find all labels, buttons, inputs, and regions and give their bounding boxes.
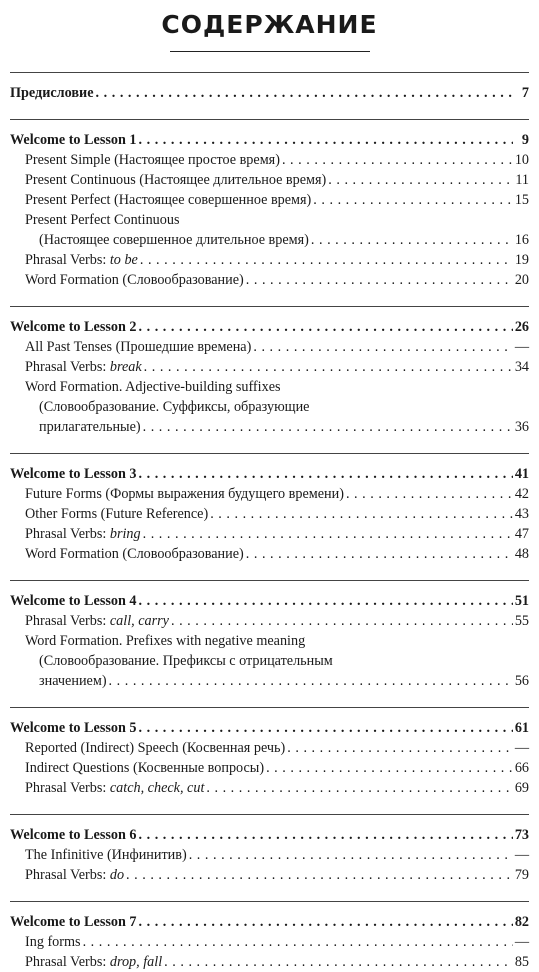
entry-label: значением) [39,673,107,689]
entry-label-italic: to be [109,252,138,268]
leader-dots [139,591,513,611]
entry-label-en: Word Formation [25,272,119,288]
leader-dots [139,718,513,738]
toc-entry-adjective-suffixes[interactable] [10,417,529,437]
entry-label-ru: (Косвенные вопросы) [129,760,265,776]
entry-page: 7 [521,85,529,101]
leader-dots [328,170,513,190]
leader-dots [313,190,513,210]
leader-dots [96,83,513,103]
entry-label-ru: (Настоящее длительное время) [135,172,327,188]
entry-label-en: Phrasal Verbs: [25,526,110,542]
table-of-contents [10,72,529,972]
entry-label-en: The Infinitive [25,847,104,863]
entry-page: 41 [514,466,529,482]
leader-dots [143,524,513,544]
entry-label-en: Other Forms (Future Reference) [25,506,209,522]
entry-page: 66 [514,760,529,776]
entry-page: 36 [514,419,529,435]
leader-dots [143,417,513,437]
entry-page: 20 [514,272,529,288]
toc-entry-reported-speech[interactable] [10,738,529,758]
entry-label-italic: break [109,359,142,375]
entry-label-ru: (Настоящее простое время) [110,152,280,168]
toc-entry-phrasal-verbs-catch[interactable] [10,778,529,798]
toc-entry-present-perfect-continuous-line1[interactable]: Present Perfect Continuous [25,212,180,228]
toc-entry-phrasal-verbs-break[interactable] [10,357,529,377]
toc-entry-negative-prefixes[interactable] [10,671,529,691]
entry-label: Welcome to Lesson 3 [10,466,137,482]
entry-page: 42 [514,486,529,502]
entry-label-en: Present Continuous [25,172,136,188]
entry-label-en: Phrasal Verbs: [25,359,110,375]
leader-dots [164,952,513,972]
toc-entry-lesson-2[interactable] [10,317,529,337]
toc-entry-adjective-suffixes-line1[interactable]: Word Formation. Adjective-building suffixes [25,379,281,395]
entry-label: Welcome to Lesson 1 [10,132,137,148]
entry-page: — [514,847,529,863]
leader-dots [139,317,513,337]
leader-dots [282,150,513,170]
entry-label-ru: (Словообразование) [118,272,244,288]
toc-entry-future-forms[interactable] [10,484,529,504]
entry-label-en: All Past Tenses [25,339,113,355]
toc-entry-word-formation-3[interactable] [10,544,529,564]
entry-label-italic: drop, fall [109,954,163,970]
entry-label-ru: (Косвенная речь) [178,740,286,756]
toc-entry-word-formation[interactable] [10,270,529,290]
toc-entry-present-perfect-continuous[interactable] [10,230,529,250]
entry-label-ru: (Прошедшие времена) [112,339,252,355]
leader-dots [139,464,513,484]
entry-page: — [514,740,529,756]
toc-entry-lesson-5[interactable] [10,718,529,738]
page-title: СОДЕРЖАНИЕ [161,10,378,39]
entry-label-en: Phrasal Verbs: [25,252,110,268]
entry-page: 55 [514,613,529,629]
entry-label: прилагательные) [39,419,141,435]
entry-page: 48 [514,546,529,562]
leader-dots [266,758,513,778]
leader-dots [144,357,513,377]
entry-page: 43 [514,506,529,522]
entry-label-en: Future Forms [25,486,102,502]
leader-dots [126,865,513,885]
entry-label-en: Ing forms [25,934,81,950]
entry-label-en: Phrasal Verbs: [25,954,110,970]
entry-label-ru: (Формы выражения будущего времени) [101,486,344,502]
toc-entry-phrasal-verbs-do[interactable] [10,865,529,885]
entry-label-en: Word Formation [25,546,119,562]
entry-label-ru: (Инфинитив) [103,847,187,863]
leader-dots [253,337,512,357]
entry-page: 10 [514,152,529,168]
leader-dots [109,671,513,691]
entry-label-en: Present Simple [25,152,111,168]
entry-label-en: Indirect Questions [25,760,130,776]
leader-dots [139,130,514,150]
entry-label: (Настоящее совершенное длительное время) [39,232,309,248]
toc-entry-phrasal-verbs-bring[interactable] [10,524,529,544]
toc-entry-ing-forms[interactable] [10,932,529,952]
leader-dots [346,484,513,504]
leader-dots [287,738,513,758]
entry-label: Предисловие [10,85,94,101]
entry-page: 34 [514,359,529,375]
toc-entry-all-past-tenses[interactable] [10,337,529,357]
leader-dots [246,270,513,290]
entry-label: Welcome to Lesson 7 [10,914,137,930]
entry-page: 79 [514,867,529,883]
entry-page: 15 [514,192,529,208]
entry-label-en: Phrasal Verbs: [25,867,110,883]
entry-label: Welcome to Lesson 5 [10,720,137,736]
entry-label-italic: do [109,867,125,883]
leader-dots [311,230,513,250]
entry-page: 16 [514,232,529,248]
leader-dots [83,932,513,952]
title-underline [170,51,370,52]
toc-entry-negative-prefixes-line1[interactable]: Word Formation. Prefixes with negative meaning [25,633,306,649]
toc-entry-other-forms[interactable] [10,504,529,524]
toc-entry-present-simple[interactable] [10,150,529,170]
entry-page: — [514,934,529,950]
entry-label-en: Reported (Indirect) Speech [25,740,179,756]
leader-dots [206,778,512,798]
entry-page: 73 [514,827,529,843]
entry-label-italic: catch, check, cut [109,780,205,796]
entry-label-ru: (Настоящее совершенное время) [110,192,312,208]
leader-dots [140,250,513,270]
leader-dots [139,825,513,845]
entry-label-italic: bring [109,526,141,542]
toc-entry-infinitive[interactable] [10,845,529,865]
leader-dots [189,845,513,865]
entry-label: Welcome to Lesson 6 [10,827,137,843]
leader-dots [246,544,513,564]
toc-entry-present-perfect[interactable] [10,190,529,210]
toc-entry-present-continuous[interactable] [10,170,529,190]
toc-entry-lesson-1[interactable] [10,130,529,150]
entry-label-italic: call, carry [109,613,169,629]
toc-entry-negative-prefixes-line2[interactable]: (Словообразование. Префиксы с отрицательным [39,653,333,669]
entry-page: 51 [514,593,529,609]
toc-entry-lesson-3[interactable] [10,464,529,484]
toc-entry-lesson-7[interactable] [10,912,529,932]
entry-page: 61 [514,720,529,736]
leader-dots [139,912,513,932]
entry-label-en: Present Perfect [25,192,111,208]
toc-entry-phrasal-verbs-drop-fall[interactable] [10,952,529,972]
toc-entry-lesson-6[interactable] [10,825,529,845]
toc-entry-preface[interactable] [10,83,529,103]
toc-entry-lesson-4[interactable] [10,591,529,611]
toc-entry-phrasal-verbs-to-be[interactable] [10,250,529,270]
entry-page: 56 [514,673,529,689]
leader-dots [210,504,513,524]
entry-page: 82 [514,914,529,930]
toc-entry-phrasal-verbs-call-carry[interactable] [10,611,529,631]
toc-entry-adjective-suffixes-line2[interactable]: (Словообразование. Суффиксы, образующие [39,399,310,415]
entry-label-ru: (Словообразование) [118,546,244,562]
entry-page: 11 [515,172,529,188]
entry-page: 26 [514,319,529,335]
entry-label-en: Phrasal Verbs: [25,780,110,796]
entry-label: Welcome to Lesson 2 [10,319,137,335]
entry-label-en: Phrasal Verbs: [25,613,110,629]
entry-page: 47 [514,526,529,542]
entry-page: 19 [514,252,529,268]
entry-page: 85 [514,954,529,970]
entry-label: Welcome to Lesson 4 [10,593,137,609]
leader-dots [171,611,513,631]
entry-page: 69 [514,780,529,796]
entry-page: 9 [521,132,529,148]
entry-page: — [514,339,529,355]
toc-entry-indirect-questions[interactable] [10,758,529,778]
